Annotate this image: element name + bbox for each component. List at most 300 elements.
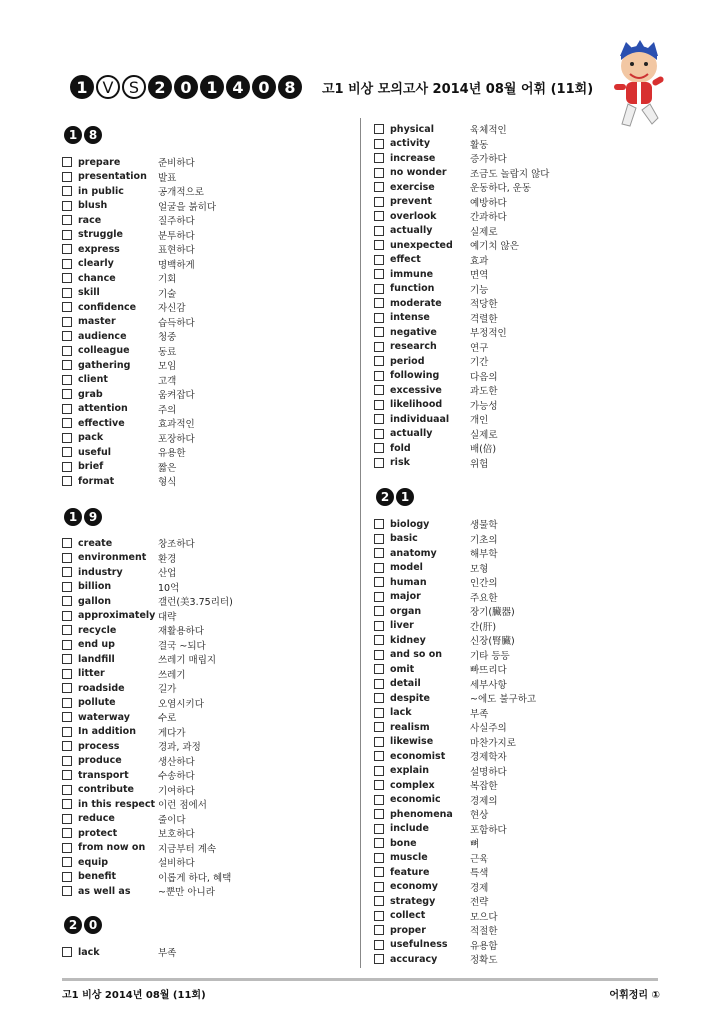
- vocab-row: [62, 402, 342, 417]
- checkbox[interactable]: [62, 596, 72, 606]
- korean-meaning: 10억: [158, 582, 180, 594]
- korean-meaning: 경과, 과정: [158, 742, 201, 754]
- english-word: benefit: [78, 871, 117, 883]
- checkbox[interactable]: [62, 582, 72, 592]
- english-word: moderate: [390, 297, 442, 309]
- header-badge: 0: [252, 75, 276, 99]
- vocab-row: [62, 155, 342, 170]
- checkbox[interactable]: [62, 947, 72, 957]
- checkbox[interactable]: [62, 404, 72, 414]
- vocab-row: [374, 238, 654, 253]
- checkbox[interactable]: [374, 838, 384, 848]
- english-word: gathering: [78, 359, 131, 371]
- english-word: complex: [390, 779, 435, 791]
- korean-meaning: 육체적인: [470, 125, 507, 137]
- english-word: transport: [78, 769, 129, 781]
- korean-meaning: 짧은: [158, 462, 177, 474]
- checkbox[interactable]: [374, 443, 384, 453]
- korean-meaning: 움켜잡다: [158, 390, 195, 402]
- vocab-row: [374, 952, 654, 967]
- footer-source: 고1 비상 2014년 08월 (11회): [62, 990, 206, 1001]
- checkbox[interactable]: [62, 418, 72, 428]
- checkbox[interactable]: [62, 331, 72, 341]
- vocab-list-18: [62, 155, 342, 489]
- english-word: colleague: [78, 345, 130, 357]
- header-badge: V: [96, 75, 120, 99]
- english-word: in this respect: [78, 798, 156, 810]
- section-number-digit: 1: [396, 488, 414, 506]
- vocab-row: [62, 460, 342, 475]
- english-word: contribute: [78, 784, 134, 796]
- checkbox[interactable]: [62, 302, 72, 312]
- english-word: confidence: [78, 301, 137, 313]
- vocab-row: [62, 841, 342, 856]
- vocab-row: [374, 720, 654, 735]
- korean-meaning: 현상: [470, 810, 489, 822]
- checkbox[interactable]: [374, 621, 384, 631]
- checkbox[interactable]: [374, 284, 384, 294]
- vocab-row: [62, 300, 342, 315]
- checkbox[interactable]: [374, 853, 384, 863]
- korean-meaning: 분투하다: [158, 230, 195, 242]
- korean-meaning: 이런 점에서: [158, 800, 207, 812]
- english-word: in public: [78, 185, 124, 197]
- korean-meaning: 수로: [158, 713, 177, 725]
- korean-meaning: 생물학: [470, 520, 498, 532]
- vocab-row: [62, 416, 342, 431]
- korean-meaning: 포장하다: [158, 433, 195, 445]
- english-word: major: [390, 591, 421, 603]
- english-word: clearly: [78, 258, 114, 270]
- section-heading-18: [64, 126, 104, 144]
- checkbox[interactable]: [374, 327, 384, 337]
- checkbox[interactable]: [374, 708, 384, 718]
- checkbox[interactable]: [374, 124, 384, 134]
- checkbox[interactable]: [374, 911, 384, 921]
- checkbox[interactable]: [62, 389, 72, 399]
- korean-meaning: 갤런(美3.75리터): [158, 597, 233, 609]
- vocab-row: [374, 894, 654, 909]
- checkbox[interactable]: [374, 954, 384, 964]
- korean-meaning: 기간: [470, 357, 489, 369]
- english-word: actually: [390, 428, 433, 440]
- checkbox[interactable]: [374, 226, 384, 236]
- checkbox[interactable]: [374, 298, 384, 308]
- vocab-row: [374, 793, 654, 808]
- korean-meaning: 생산하다: [158, 756, 195, 768]
- korean-meaning: 길가: [158, 684, 177, 696]
- checkbox[interactable]: [62, 201, 72, 211]
- english-word: intense: [390, 312, 430, 324]
- page-title: 고1 비상 모의고사 2014년 08월 어휘 (11회): [322, 81, 594, 97]
- korean-meaning: 포함하다: [470, 824, 507, 836]
- vocab-row: [62, 855, 342, 870]
- checkbox[interactable]: [62, 462, 72, 472]
- english-word: research: [390, 341, 437, 353]
- korean-meaning: 부정적인: [470, 328, 507, 340]
- korean-meaning: 모임: [158, 361, 177, 373]
- checkbox[interactable]: [62, 230, 72, 240]
- vocab-row: [62, 271, 342, 286]
- vocab-row: [374, 880, 654, 895]
- korean-meaning: 격렬한: [470, 313, 498, 325]
- korean-meaning: 세부사항: [470, 679, 507, 691]
- checkbox[interactable]: [374, 371, 384, 381]
- vocab-row: [374, 561, 654, 576]
- checkbox[interactable]: [62, 259, 72, 269]
- checkbox[interactable]: [62, 640, 72, 650]
- vocab-row: [62, 286, 342, 301]
- vocab-row: [62, 725, 342, 740]
- korean-meaning: 전략: [470, 897, 489, 909]
- english-word: kidney: [390, 634, 426, 646]
- english-word: roadside: [78, 682, 125, 694]
- footer-rule: [62, 978, 658, 981]
- korean-meaning: 준비하다: [158, 158, 195, 170]
- english-word: negative: [390, 326, 437, 338]
- vocab-row: [374, 311, 654, 326]
- checkbox[interactable]: [374, 896, 384, 906]
- checkbox[interactable]: [374, 664, 384, 674]
- header-badge: S: [122, 75, 146, 99]
- english-word: express: [78, 243, 120, 255]
- checkbox[interactable]: [62, 683, 72, 693]
- vocab-row: [374, 865, 654, 880]
- checkbox[interactable]: [62, 611, 72, 621]
- english-word: create: [78, 537, 113, 549]
- header-badge: 4: [226, 75, 250, 99]
- korean-meaning: 면역: [470, 270, 489, 282]
- vocab-row: [374, 938, 654, 953]
- korean-meaning: 배(倍): [470, 444, 497, 456]
- checkbox[interactable]: [374, 751, 384, 761]
- vocab-row: [62, 754, 342, 769]
- column-divider: [360, 118, 361, 968]
- korean-meaning: 고객: [158, 375, 177, 387]
- checkbox[interactable]: [62, 741, 72, 751]
- english-word: billion: [78, 581, 112, 593]
- vocab-row: [62, 870, 342, 885]
- checkbox[interactable]: [374, 313, 384, 323]
- korean-meaning: 개인: [470, 415, 489, 427]
- checkbox[interactable]: [374, 795, 384, 805]
- vocab-list-19: [62, 536, 342, 899]
- section-heading-19: [64, 508, 104, 526]
- checkbox[interactable]: [62, 727, 72, 737]
- checkbox[interactable]: [62, 843, 72, 853]
- vocab-row: [374, 354, 654, 369]
- checkbox[interactable]: [374, 519, 384, 529]
- checkbox[interactable]: [374, 606, 384, 616]
- english-word: struggle: [78, 229, 123, 241]
- english-word: blush: [78, 200, 108, 212]
- checkbox[interactable]: [62, 625, 72, 635]
- vocab-list-20: [62, 945, 342, 960]
- korean-meaning: 적절한: [470, 926, 498, 938]
- checkbox[interactable]: [62, 317, 72, 327]
- english-word: physical: [390, 123, 434, 135]
- english-word: bone: [390, 837, 417, 849]
- header-badge: 2: [148, 75, 172, 99]
- english-word: feature: [390, 866, 430, 878]
- vocab-row: [374, 267, 654, 282]
- vocab-row: [374, 778, 654, 793]
- checkbox[interactable]: [62, 756, 72, 766]
- english-word: effect: [390, 254, 421, 266]
- checkbox[interactable]: [62, 669, 72, 679]
- checkbox[interactable]: [374, 635, 384, 645]
- checkbox[interactable]: [374, 168, 384, 178]
- vocab-row: [62, 242, 342, 257]
- vocab-row: [374, 224, 654, 239]
- korean-meaning: 대략: [158, 611, 177, 623]
- korean-meaning: 복잡한: [470, 781, 498, 793]
- checkbox[interactable]: [374, 240, 384, 250]
- korean-meaning: 창조하다: [158, 539, 195, 551]
- checkbox[interactable]: [62, 886, 72, 896]
- vocab-row: [374, 340, 654, 355]
- korean-meaning: 위험: [470, 458, 489, 470]
- english-word: biology: [390, 518, 430, 530]
- korean-meaning: 지금부터 계속: [158, 843, 217, 855]
- checkbox[interactable]: [62, 433, 72, 443]
- checkbox[interactable]: [374, 139, 384, 149]
- vocab-row: [374, 151, 654, 166]
- korean-meaning: 장기(臟器): [470, 607, 515, 619]
- section-number-digit: 9: [84, 508, 102, 526]
- korean-meaning: 가능성: [470, 400, 498, 412]
- korean-meaning: 기초의: [470, 534, 498, 546]
- english-word: lack: [78, 946, 100, 958]
- vocab-row: [374, 590, 654, 605]
- english-word: process: [78, 740, 120, 752]
- english-word: produce: [78, 755, 122, 767]
- checkbox[interactable]: [374, 737, 384, 747]
- vocab-row: [62, 638, 342, 653]
- vocab-row: [374, 383, 654, 398]
- footer-page-label: 어휘정리 ①: [609, 990, 660, 1001]
- vocab-row: [62, 536, 342, 551]
- checkbox[interactable]: [62, 273, 72, 283]
- english-word: useful: [78, 446, 112, 458]
- checkbox[interactable]: [374, 679, 384, 689]
- checkbox[interactable]: [374, 563, 384, 573]
- korean-meaning: 모으다: [470, 911, 498, 923]
- checkbox[interactable]: [374, 940, 384, 950]
- checkbox[interactable]: [374, 255, 384, 265]
- english-word: risk: [390, 457, 410, 469]
- korean-meaning: 다음의: [470, 371, 498, 383]
- section-number-digit: 8: [84, 126, 102, 144]
- korean-meaning: 사실주의: [470, 723, 507, 735]
- checkbox[interactable]: [374, 269, 384, 279]
- vocab-row: [62, 623, 342, 638]
- checkbox[interactable]: [374, 414, 384, 424]
- english-word: race: [78, 214, 102, 226]
- english-word: as well as: [78, 885, 131, 897]
- header-badges: [70, 75, 304, 99]
- korean-meaning: 경제: [470, 882, 489, 894]
- checkbox[interactable]: [62, 857, 72, 867]
- checkbox[interactable]: [374, 882, 384, 892]
- vocab-row: [62, 445, 342, 460]
- english-word: chance: [78, 272, 116, 284]
- vocab-row: [374, 532, 654, 547]
- english-word: unexpected: [390, 239, 453, 251]
- checkbox[interactable]: [374, 766, 384, 776]
- korean-meaning: 재활용하다: [158, 626, 204, 638]
- korean-meaning: 증가하다: [470, 154, 507, 166]
- korean-meaning: 설비하다: [158, 858, 195, 870]
- english-word: activity: [390, 138, 431, 150]
- korean-meaning: 형식: [158, 477, 177, 489]
- korean-meaning: 결국 ~되다: [158, 640, 206, 652]
- checkbox[interactable]: [374, 650, 384, 660]
- english-word: effective: [78, 417, 125, 429]
- korean-meaning: 실제로: [470, 429, 498, 441]
- korean-meaning: 표현하다: [158, 245, 195, 257]
- english-word: phenomena: [390, 808, 453, 820]
- korean-meaning: 연구: [470, 342, 489, 354]
- english-word: prepare: [78, 156, 121, 168]
- checkbox[interactable]: [374, 211, 384, 221]
- checkbox[interactable]: [374, 722, 384, 732]
- english-word: function: [390, 283, 435, 295]
- vocab-row: [374, 677, 654, 692]
- checkbox[interactable]: [374, 385, 384, 395]
- checkbox[interactable]: [374, 153, 384, 163]
- vocab-row: [62, 329, 342, 344]
- korean-meaning: 동료: [158, 346, 177, 358]
- korean-meaning: 유용한: [158, 448, 186, 460]
- korean-meaning: 해부학: [470, 549, 498, 561]
- korean-meaning: 예기치 않은: [470, 241, 519, 253]
- english-word: usefulness: [390, 939, 448, 951]
- checkbox[interactable]: [62, 360, 72, 370]
- korean-meaning: 쓰레기 매립지: [158, 655, 217, 667]
- checkbox[interactable]: [374, 534, 384, 544]
- checkbox[interactable]: [62, 872, 72, 882]
- korean-meaning: 설명하다: [470, 766, 507, 778]
- korean-meaning: 간과하다: [470, 212, 507, 224]
- checkbox[interactable]: [374, 182, 384, 192]
- vocab-row: [374, 604, 654, 619]
- checkbox[interactable]: [62, 244, 72, 254]
- korean-meaning: 정확도: [470, 955, 498, 967]
- checkbox[interactable]: [62, 476, 72, 486]
- korean-meaning: 뼈: [470, 839, 480, 851]
- vocab-row: [62, 594, 342, 609]
- checkbox[interactable]: [374, 342, 384, 352]
- vocab-row: [374, 546, 654, 561]
- checkbox[interactable]: [62, 157, 72, 167]
- vocab-row: [62, 431, 342, 446]
- english-word: immune: [390, 268, 434, 280]
- korean-meaning: 적당한: [470, 299, 498, 311]
- checkbox[interactable]: [62, 770, 72, 780]
- vocab-row: [374, 851, 654, 866]
- english-word: omit: [390, 663, 415, 675]
- checkbox[interactable]: [374, 780, 384, 790]
- checkbox[interactable]: [62, 654, 72, 664]
- checkbox[interactable]: [374, 592, 384, 602]
- checkbox[interactable]: [62, 172, 72, 182]
- checkbox[interactable]: [62, 828, 72, 838]
- section-heading-21: [376, 488, 416, 506]
- english-word: human: [390, 576, 427, 588]
- checkbox[interactable]: [62, 288, 72, 298]
- checkbox[interactable]: [62, 447, 72, 457]
- checkbox[interactable]: [374, 400, 384, 410]
- korean-meaning: 공개적으로: [158, 187, 204, 199]
- checkbox[interactable]: [374, 824, 384, 834]
- checkbox[interactable]: [374, 925, 384, 935]
- checkbox[interactable]: [374, 197, 384, 207]
- english-word: liver: [390, 620, 414, 632]
- vocab-row: [62, 739, 342, 754]
- english-word: likelihood: [390, 399, 443, 411]
- cartoon-man-avatar-icon: [606, 38, 672, 134]
- korean-meaning: ~에도 불구하고: [470, 694, 537, 706]
- english-word: prevent: [390, 196, 432, 208]
- english-word: industry: [78, 566, 123, 578]
- checkbox[interactable]: [62, 814, 72, 824]
- checkbox[interactable]: [374, 548, 384, 558]
- checkbox[interactable]: [62, 712, 72, 722]
- header-badge: 1: [70, 75, 94, 99]
- checkbox[interactable]: [62, 186, 72, 196]
- checkbox[interactable]: [62, 785, 72, 795]
- vocab-row: [62, 945, 342, 960]
- korean-meaning: 이롭게 하다, 혜택: [158, 872, 232, 884]
- checkbox[interactable]: [62, 346, 72, 356]
- vocab-row: [62, 768, 342, 783]
- section-number-digit: 2: [376, 488, 394, 506]
- vocab-row: [62, 812, 342, 827]
- vocab-row: [374, 807, 654, 822]
- english-word: collect: [390, 910, 426, 922]
- checkbox[interactable]: [62, 567, 72, 577]
- checkbox[interactable]: [62, 799, 72, 809]
- checkbox[interactable]: [62, 553, 72, 563]
- checkbox[interactable]: [374, 809, 384, 819]
- checkbox[interactable]: [62, 538, 72, 548]
- header-badge: 8: [278, 75, 302, 99]
- vocab-row: [374, 398, 654, 413]
- korean-meaning: 기술: [158, 288, 177, 300]
- korean-meaning: 인간의: [470, 578, 498, 590]
- english-word: increase: [390, 152, 436, 164]
- vocab-row: [62, 199, 342, 214]
- checkbox[interactable]: [62, 215, 72, 225]
- checkbox[interactable]: [374, 429, 384, 439]
- checkbox[interactable]: [62, 375, 72, 385]
- checkbox[interactable]: [374, 458, 384, 468]
- vocab-row: [374, 166, 654, 181]
- korean-meaning: 질주하다: [158, 216, 195, 228]
- checkbox[interactable]: [374, 356, 384, 366]
- vocab-row: [62, 358, 342, 373]
- checkbox[interactable]: [62, 698, 72, 708]
- english-word: proper: [390, 924, 426, 936]
- vocab-row: [62, 609, 342, 624]
- checkbox[interactable]: [374, 577, 384, 587]
- english-word: waterway: [78, 711, 130, 723]
- checkbox[interactable]: [374, 693, 384, 703]
- checkbox[interactable]: [374, 867, 384, 877]
- vocab-row: [374, 691, 654, 706]
- vocab-row: [62, 884, 342, 899]
